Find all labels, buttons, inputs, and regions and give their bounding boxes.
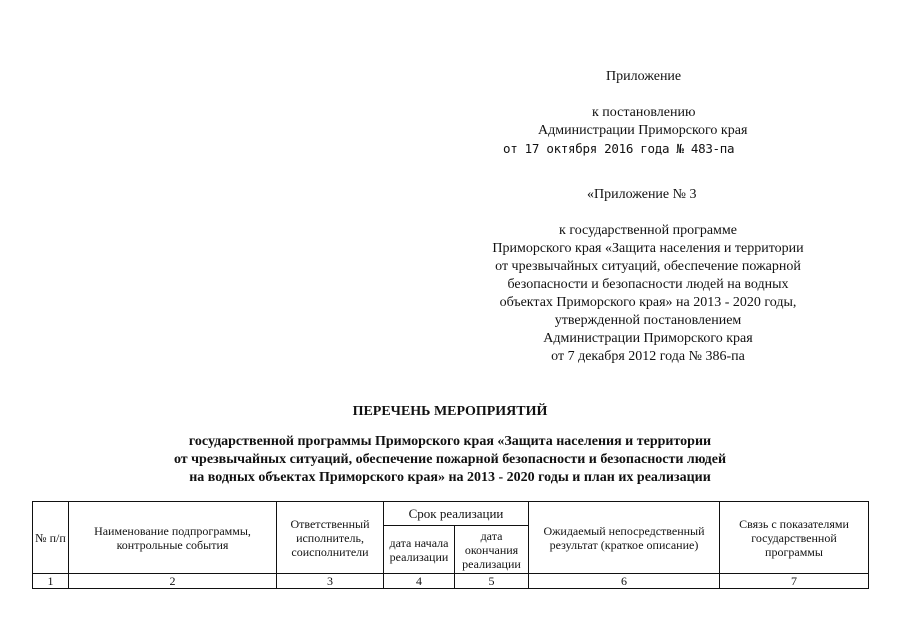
document-title: ПЕРЕЧЕНЬ МЕРОПРИЯТИЙ: [352, 404, 548, 419]
document-subtitle-line: государственной программы Приморского края «Защита населения и территории: [188, 434, 712, 449]
appendix3-line: Приморского края «Защита населения и территории: [492, 241, 804, 256]
appendix-to-resolution: к постановлению: [592, 105, 696, 120]
appendix3-text: [470, 222, 826, 366]
appendix3-line: от чрезвычайных ситуаций, обеспечение пожарной: [495, 259, 801, 274]
document-subtitle-line: на водных объектах Приморского края» на 2013 - 2020 годы и план их реализации: [189, 470, 711, 485]
header-start-date: дата начала реализации: [384, 526, 455, 574]
column-number-cell: 4: [384, 574, 455, 589]
table-row: [33, 574, 869, 589]
appendix3-line: утвержденной постановлением: [554, 313, 742, 328]
column-number-cell: 1: [33, 574, 69, 589]
appendix-administration: Администрации Приморского края: [538, 123, 748, 138]
column-number-cell: 2: [69, 574, 277, 589]
header-name: Наименование подпрограммы, контрольные события: [69, 502, 277, 574]
header-link: Связь с показателями государственной программы: [720, 502, 869, 574]
header-end-date: дата окончания реализации: [455, 526, 529, 574]
column-number-cell: 6: [529, 574, 720, 589]
appendix3-title: «Приложение № 3: [587, 187, 697, 202]
appendix3-line: от 7 декабря 2012 года № 386-па: [551, 349, 745, 364]
appendix-title: Приложение: [606, 69, 682, 84]
document-heading: [40, 403, 860, 487]
column-number-cell: 7: [720, 574, 869, 589]
appendix3-line: безопасности и безопасности людей на водных: [507, 277, 789, 292]
appendix3-line: к государственной программе: [559, 223, 737, 238]
header-responsible: Ответственный исполнитель, соисполнители: [277, 502, 384, 574]
header-term: Срок реализации: [384, 502, 529, 526]
header-num: № п/п: [33, 502, 69, 574]
document-subtitle-line: от чрезвычайных ситуаций, обеспечение пожарной безопасности и безопасности людей: [173, 452, 727, 467]
header-result: Ожидаемый непосредственный результат (краткое описание): [529, 502, 720, 574]
plan-table: [32, 501, 869, 589]
column-number-cell: 5: [455, 574, 529, 589]
appendix3-line: объектах Приморского края» на 2013 - 2020 годы,: [499, 295, 797, 310]
appendix3-line: Администрации Приморского края: [543, 331, 753, 346]
column-number-cell: 3: [277, 574, 384, 589]
appendix-date-number: от 17 октября 2016 года № 483-па: [503, 141, 735, 156]
